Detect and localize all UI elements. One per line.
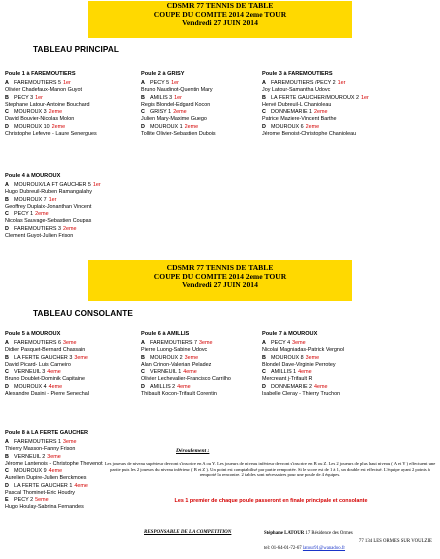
team-club: MOUROUX/LA FT GAUCHER 5 <box>14 182 91 188</box>
team-rank: 3eme <box>305 354 320 361</box>
poule-block <box>5 173 101 240</box>
team-row <box>5 340 89 347</box>
team-players: Hugo Houlay-Sabrina Fernandes <box>5 504 84 510</box>
team-code: C <box>262 369 266 375</box>
banner-title: CDSMR 77 TENNIS DE TABLE <box>166 263 274 272</box>
team-players: Nicolai Magniadas-Patrick Vergnol <box>262 347 345 353</box>
poule-title: Poule 7 à MOUROUX <box>262 331 318 337</box>
poule-title: Poule 4 à MOUROUX <box>5 173 61 179</box>
team-players: Bruno Doublet-Dominik Capitaine <box>5 376 86 382</box>
team-rank: 4eme <box>74 482 88 489</box>
team-code: C <box>141 369 145 375</box>
banner-subtitle: COUPE DU COMITE 2014 2eme TOUR <box>153 271 287 281</box>
team-rank: 4eme <box>298 369 312 375</box>
team-code: A <box>5 182 9 188</box>
team-club: MOUROUX 2 <box>150 354 183 361</box>
team-club: PECY 5 <box>150 80 170 86</box>
team-club: MOUROUX 9 <box>14 468 47 474</box>
team-club: PECY 1 <box>14 211 34 217</box>
poule-title: Poule 6 à AMILLIS <box>141 331 190 337</box>
team-code: B <box>5 453 9 460</box>
team-club: MOUROUX 7 <box>14 196 47 203</box>
team-club: FAREMOUTIERS 3 <box>14 225 62 232</box>
team-club: FAREMOUTIERS 7 <box>150 340 198 346</box>
team-players: Stephane Latour-Antoine Bouchard <box>5 101 90 108</box>
team-code: D <box>5 225 9 232</box>
team-players: Nicolas Sauvage-Sebastien Coupas <box>5 218 92 224</box>
team-row <box>5 211 101 218</box>
team-players: Olivier Chadefaux-Manon Guyot <box>5 87 83 93</box>
poule-block <box>141 331 231 398</box>
team-club: MOUROUX 1 <box>150 123 183 130</box>
team-row <box>262 124 369 131</box>
team-club: LA FERTE GAUCHER 1 <box>14 482 73 489</box>
team-row <box>141 340 231 347</box>
contact-email[interactable]: latour91@wanadoo.fr <box>302 546 346 552</box>
team-code: B <box>262 354 266 361</box>
team-players: Alan Crinon-Valerian Peladez <box>141 361 212 368</box>
team-code: A <box>141 80 145 86</box>
team-code: B <box>141 94 145 101</box>
team-row <box>5 497 103 504</box>
team-code: A <box>141 340 145 346</box>
team-code: A <box>262 80 266 86</box>
tableau-principal-title: TABLEAU PRINCIPAL <box>33 45 119 54</box>
team-rank: 1er <box>174 94 182 101</box>
team-players: Hugo Dubreuil-Ruben Ramangalahy <box>5 189 92 195</box>
banner-title: CDSMR 77 TENNIS DE TABLE <box>166 1 274 10</box>
team-players: Clement Guyot-Julien Frison <box>5 232 74 239</box>
team-row <box>141 109 216 116</box>
team-players: Hervé Dubreuil-L Chanioleau <box>262 101 332 108</box>
team-row <box>5 483 103 490</box>
team-code: A <box>262 340 266 346</box>
team-code: D <box>141 123 145 130</box>
team-rank: 3eme <box>292 340 306 346</box>
poule-block <box>5 430 103 512</box>
team-players: Joy Latour-Samantha Udovc <box>262 87 331 93</box>
team-row <box>5 80 97 87</box>
team-code: A <box>5 340 9 346</box>
team-rank: 4eme <box>177 383 191 390</box>
team-players: Alexandre Dasini - Pierre Senechal <box>5 390 89 397</box>
team-rank: 1er <box>337 80 346 86</box>
team-players: Pascal Thominet-Eric Houdry <box>5 489 76 496</box>
team-rank: 3eme <box>63 439 77 445</box>
team-club: PECY 4 <box>271 340 291 346</box>
team-code: D <box>262 383 266 390</box>
team-rank: 4eme <box>183 369 197 375</box>
header-banner <box>88 1 352 38</box>
poule-title: Poule 5 à MOUROUX <box>5 331 61 337</box>
team-players: Blondel Dave-Virginie Perrotey <box>262 361 336 368</box>
team-row <box>262 369 344 376</box>
final-note: Les 1 premier de chaque poule passeront en finale principale et consolante <box>174 498 368 504</box>
team-club: VERNEUIL 1 <box>150 369 182 375</box>
team-players: Geoffrey Duplaix-Jonanthan Vincent <box>5 203 92 210</box>
team-row <box>141 80 216 87</box>
team-players: Bruno Naudinot-Quentin Mary <box>141 87 213 93</box>
team-rank: 2eme <box>305 123 320 130</box>
contact-name: Stéphane LATOUR <box>264 531 305 536</box>
team-players: Regis Blondel-Edgard Kocon <box>141 101 211 108</box>
team-code: A <box>5 80 9 86</box>
team-row <box>141 355 231 362</box>
team-row <box>5 226 101 233</box>
responsable-label: RESPONSABLE DE LA COMPETITION <box>144 530 232 535</box>
team-club: AMILLIS 2 <box>150 383 176 390</box>
tableau-consolante-title: TABLEAU CONSOLANTE <box>33 309 133 318</box>
team-row <box>5 124 97 131</box>
team-club: MOUROUX 6 <box>271 123 304 130</box>
team-code: B <box>5 94 9 101</box>
team-row <box>5 439 103 446</box>
team-rank: 2eme <box>173 109 187 115</box>
team-club: FAREMOUTIERS 5 <box>14 80 62 86</box>
team-code: C <box>5 211 9 217</box>
team-club: AMILIS 3 <box>150 94 173 101</box>
team-players: Jérome Lantenois - Christophe Thevenot <box>5 460 103 467</box>
team-players: David Picard- Luis Carneiro <box>5 361 71 368</box>
contact-address: 17 Résidence des Ormes <box>305 531 353 536</box>
team-row <box>5 454 103 461</box>
team-club: FAREMOUTIERS 1 <box>14 439 62 445</box>
deroulement-text: Les joueurs de niveau supérieur devront s'inscrire en A ou Y. Les joueurs de niveau inférieur devront s'inscrire en B ou Z. Les 2 joueurs de plus haut niveau ( A et Y ) effectuent une partie puis les 2 joueurs du niveau inférieur ( B et Z ). Un point est comptabilisé par partie remportée. Si le score est de 1 à 1, un double est effectué. L'équipe ayant 2 points à remporté la rencontre. 2 tables sont nécessaires pour une poule de 4 équipes. <box>104 461 436 478</box>
team-code: C <box>5 468 9 474</box>
team-code: C <box>5 369 9 375</box>
team-row <box>5 182 101 189</box>
poule-title: Poule 1 à FAREMOUTIERS <box>5 71 76 77</box>
team-code: D <box>5 383 9 390</box>
team-players: Thierry Masson-Fanny Frison <box>5 446 76 452</box>
team-row <box>262 109 369 116</box>
team-row <box>5 384 89 391</box>
team-rank: 4eme <box>47 369 61 375</box>
poule-block <box>5 71 97 138</box>
team-players: Tollite Olivier-Sebastien Dubois <box>141 130 216 137</box>
team-club: LA FERTE GAUCHER 3 <box>14 354 73 361</box>
team-players: Isabelle Cleray - Thierry Truchon <box>262 390 341 397</box>
poule-block <box>262 331 344 398</box>
team-club: FAREMOUTIERS 6 <box>14 340 62 346</box>
team-code: E <box>5 497 9 503</box>
team-players: Patrice Maziere-Vincent Barthe <box>262 116 337 122</box>
team-rank: 4eme <box>314 383 328 390</box>
team-code: B <box>5 354 9 361</box>
team-rank: 1er <box>92 182 101 188</box>
team-club: AMILLIS 1 <box>271 369 297 375</box>
team-club: DONNEMARIE 1 <box>271 109 313 115</box>
team-players: Pierre Luong-Sabine Udovc <box>141 347 208 353</box>
team-rank: 1er <box>360 94 369 101</box>
team-club: PECY 3 <box>14 94 34 101</box>
team-club: MOUROUX 4 <box>14 383 47 390</box>
team-rank: 3eme <box>47 453 61 460</box>
banner-date: Vendredi 27 JUIN 2014 <box>182 18 258 28</box>
team-row <box>5 95 97 102</box>
consolante-banner <box>88 260 352 301</box>
team-players: Olivier Lechevalier-Francisco Carrilho <box>141 376 231 382</box>
team-code: D <box>5 482 9 489</box>
team-players: Aurelien Dupire-Julien Berckmoes <box>5 475 87 481</box>
team-rank: 4eme <box>48 468 63 474</box>
team-rank: 3eme <box>199 340 213 346</box>
team-club: PECY 2 <box>14 497 34 503</box>
team-rank: 1er <box>35 94 43 101</box>
team-club: VERNEUIL 3 <box>14 369 46 375</box>
team-rank: 3eme <box>63 340 77 346</box>
team-rank: 1er <box>171 80 179 86</box>
team-club: MOUROUX 8 <box>271 354 304 361</box>
team-row <box>5 197 101 204</box>
team-row <box>262 355 344 362</box>
team-code: B <box>141 354 145 361</box>
team-rank: 5eme <box>35 497 49 503</box>
poule-title: Poule 8 à LA FERTE GAUCHER <box>5 430 89 436</box>
contact-city: 77 134 LES ORMES SUR VOULZIE <box>358 538 432 544</box>
poule-title: Poule 3 à FAREMOUTIERS <box>262 71 333 77</box>
team-rank: 3eme <box>74 354 88 361</box>
team-code: A <box>5 439 9 445</box>
deroulement-title: Déroulement : <box>176 448 210 454</box>
team-row <box>262 340 344 347</box>
team-club: DONNEMARIE 2 <box>271 383 313 390</box>
team-code: C <box>5 109 9 115</box>
contact-block <box>264 530 438 553</box>
team-code: D <box>141 383 145 390</box>
team-row <box>5 355 89 362</box>
team-row <box>262 384 344 391</box>
team-code: B <box>5 196 9 203</box>
team-players: Julien Mary-Maxime Guego <box>141 116 207 122</box>
poule-block <box>5 331 89 398</box>
team-row <box>5 369 89 376</box>
team-players: Mercreant j-Trifault R <box>262 376 313 382</box>
team-code: D <box>262 123 266 130</box>
team-players: Jérome Benoist-Christophe Chanioleau <box>262 130 357 137</box>
team-row <box>141 124 216 131</box>
team-row <box>262 80 369 87</box>
team-club: MOUROUX 10 <box>14 123 50 130</box>
team-rank: 1er <box>63 80 71 86</box>
team-club: LA FERTE GAUCHER/MOUROUX 2 <box>271 94 359 101</box>
team-row <box>141 384 231 391</box>
team-rank: 3eme <box>184 354 199 361</box>
team-club: VERNEUIL 2 <box>14 453 46 460</box>
team-rank: 2eme <box>51 123 66 130</box>
team-code: B <box>262 94 266 101</box>
team-rank: 1er <box>48 196 57 203</box>
team-rank: 4eme <box>48 383 63 390</box>
team-rank: 2eme <box>184 123 199 130</box>
team-row <box>141 95 216 102</box>
team-club: GRISY 1 <box>150 109 172 115</box>
team-row <box>141 369 231 376</box>
banner-subtitle: COUPE DU COMITE 2014 2eme TOUR <box>153 9 287 19</box>
team-players: Didier Pasquet-Bernard Chassain <box>5 347 86 353</box>
team-rank: 2eme <box>63 225 77 232</box>
team-code: D <box>5 123 9 130</box>
team-rank: 2eme <box>314 109 328 115</box>
contact-tel: tel: 01-64-01-72-67 <box>264 546 302 552</box>
banner-date: Vendredi 27 JUIN 2014 <box>182 280 258 290</box>
team-code: C <box>141 109 145 115</box>
team-row <box>262 95 369 102</box>
poule-title: Poule 2 à GRISY <box>141 71 185 77</box>
team-club: MOUROUX 3 <box>14 109 47 115</box>
poule-block <box>262 71 369 138</box>
team-row <box>5 468 103 475</box>
team-row <box>5 109 97 116</box>
poule-block <box>141 71 216 138</box>
team-players: Thibault Kocon-Trifault Corentin <box>141 390 217 397</box>
team-code: C <box>262 109 266 115</box>
team-players: Christophe Lefevre - Laure Senergues <box>5 130 97 137</box>
team-club: FAREMOUTIERS /PECY 2 <box>271 80 336 86</box>
team-players: David Bouvier-Nicolas Molon <box>5 116 75 122</box>
team-rank: 2eme <box>35 211 49 217</box>
team-rank: 2eme <box>48 109 63 115</box>
